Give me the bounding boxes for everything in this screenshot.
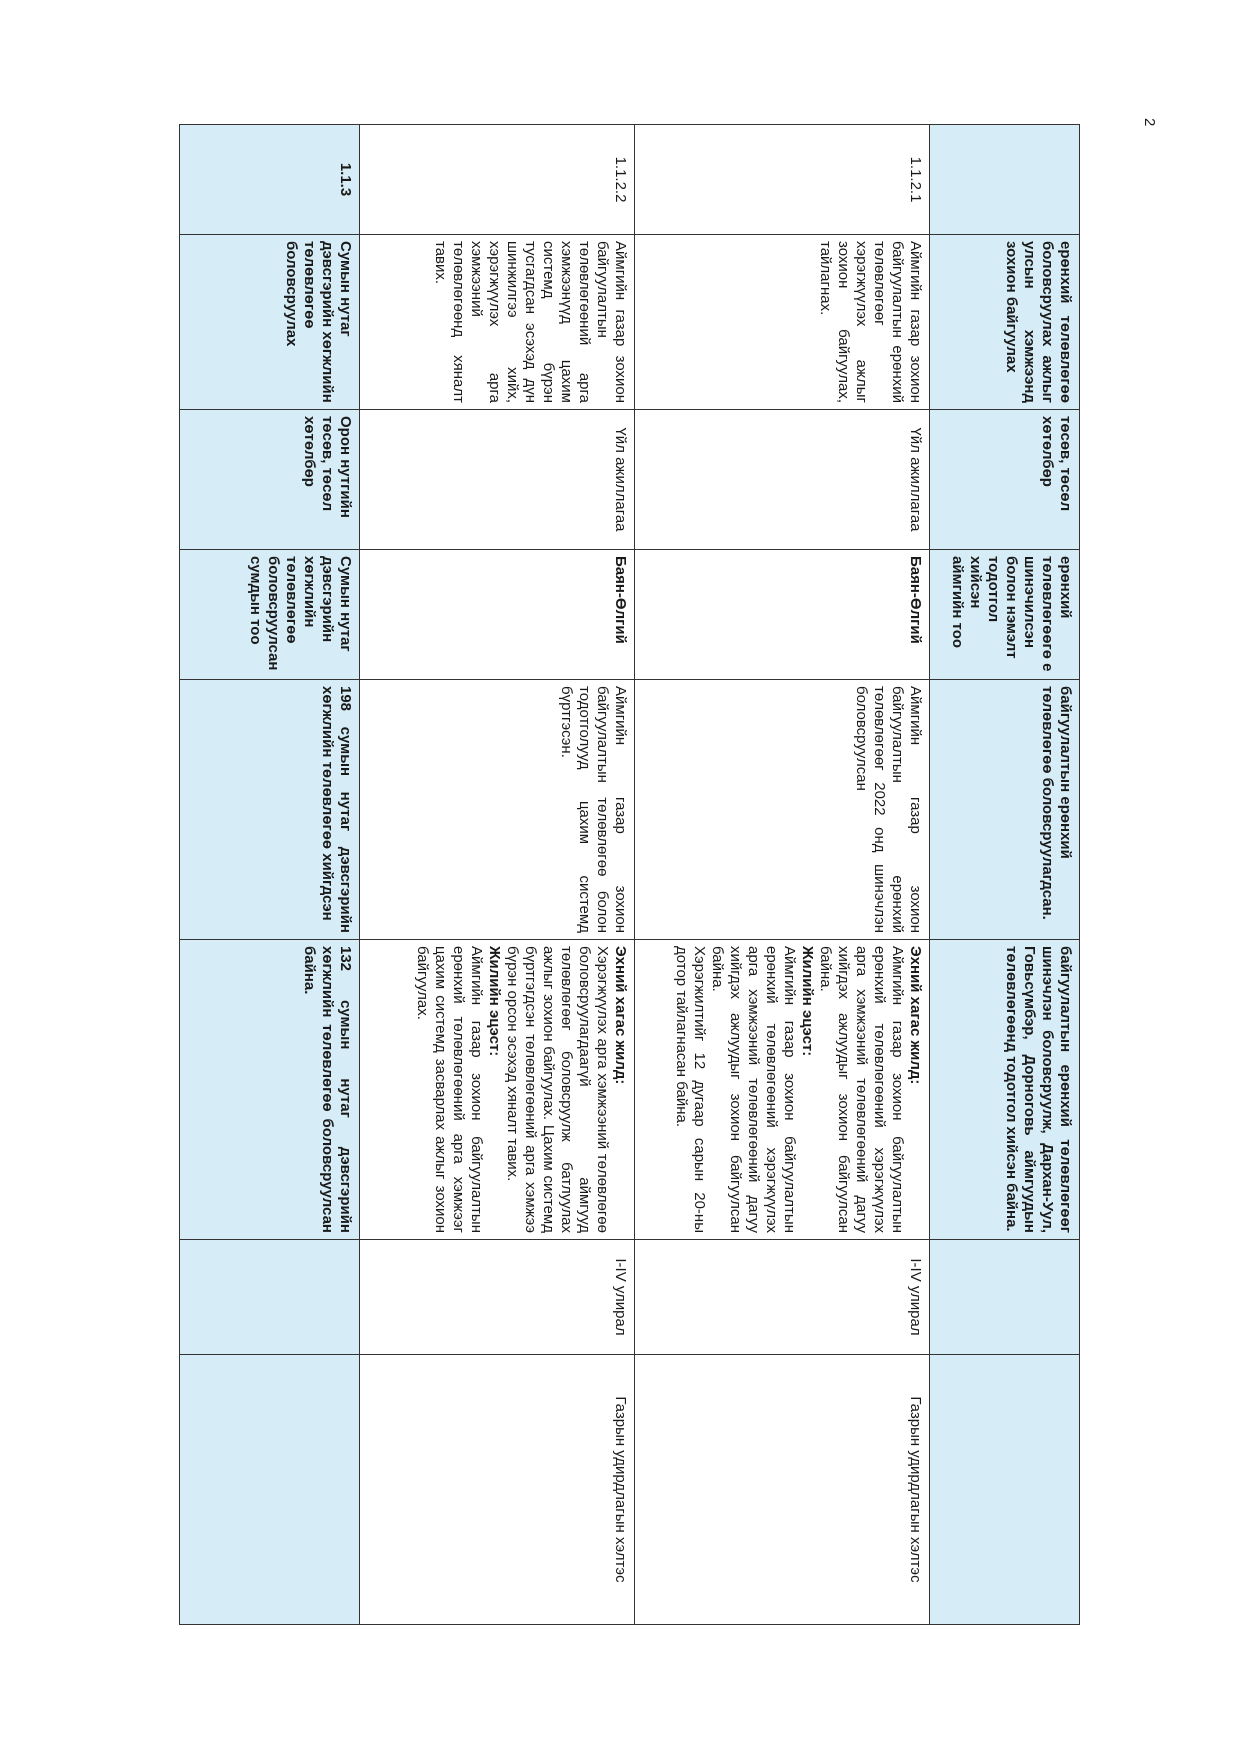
header-goal: ерөнхий төлөвлөгөө боловсруулах ажлыг улсын хэмжээнд зохион байгуулах <box>930 235 1080 410</box>
row-expected <box>635 940 930 1240</box>
row-goal: Аймгийн газар зохион байгуулалтын төлөвлөгөөний арга хэмжээнүүд цахим системд бүрэн тусгагдсан эсэхэд дүн шинжилгээ хийх, хэрэгжүүлэх арга хэмжээний төлөвлөгөөнд хяналт тавих. <box>360 235 635 410</box>
expected-year-end-title: Жилийн эцэст: <box>486 946 503 1057</box>
row-period: I-IV улирал <box>635 1240 930 1355</box>
row-source: Үйл ажиллагаа <box>360 410 635 550</box>
row-baseline: Аймгийн газар зохион байгуулалтын төлөвлөгөө болон тодотголууд цахим системд бүртгэсэн. <box>360 680 635 940</box>
expected-year-end-text: Аймгийн газар зохион байгуулалтын ерөнхий төлөвлөгөөний арга хэмжээг цахим системд засварлах ажлыг зохион байгуулах. <box>414 946 485 1233</box>
row-expected: 132 сумын нутаг дэвсгэрийн хөгжлийн төлөвлөгөө боловсруулсан байна. <box>180 940 360 1240</box>
plan-table <box>179 124 1080 1625</box>
row-responsible: Газрын удирдлагын хэлтэс <box>635 1355 930 1625</box>
header-num <box>930 125 1080 235</box>
row-responsible: Газрын удирдлагын хэлтэс <box>360 1355 635 1625</box>
header-responsible <box>930 1355 1080 1625</box>
table-header-row <box>930 125 1080 1625</box>
expected-report-text: Хэрэгжилтийг 12 дугаар сарын 20-ны дотор тайлагнасан байна. <box>673 946 708 1233</box>
row-target: Сумын нутаг дэвсгэрийн хөгжлийн төлөвлөгөө боловсруулсан сумдын тоо <box>180 550 360 680</box>
row-goal: Сумын нутаг дэвсгэрийн хөгжлийн төлөвлөгөө боловсруулах <box>180 235 360 410</box>
expected-first-half-text: Хэрэгжүүлэх арга хэмжээний төлөвлөгөө боловсруулагдаагүй аймгууд төлөвлөгөөг боловсруулж батлуулах ажлыг зохион байгуулах. Цахим системд бүртгэгдсэн төлөвлөгөөний арга хэмжээ бүрэн орсон эсэхэд хяналт тавих. <box>504 946 611 1233</box>
header-target: ерөнхий төлөвлөгөөгө е шинэчилсэн болон нэмэлт тодотгол хийсэн аймгийн тоо <box>930 550 1080 680</box>
row-number: 1.1.2.1 <box>635 125 930 235</box>
table-row-1-1-3 <box>180 125 360 1625</box>
row-expected <box>360 940 635 1240</box>
expected-year-end-title: Жилийн эцэст: <box>799 946 816 1057</box>
row-goal: Аймгийн газар зохион байгуулалтын ерөнхий төлөвлөгөөг хэрэгжүүлэх ажлыг зохион байгуулах, тайлагнах. <box>635 235 930 410</box>
expected-first-half-title: Эхний хагас жилд: <box>907 946 924 1085</box>
header-baseline: байгуулалтын ерөнхий төлөвлөгөө боловсруулагдсан. <box>930 680 1080 940</box>
table-row-1-1-2-1 <box>635 125 930 1625</box>
row-source: Үйл ажиллагаа <box>635 410 930 550</box>
row-period: I-IV улирал <box>360 1240 635 1355</box>
row-period <box>180 1240 360 1355</box>
row-baseline: 198 сумын нутаг дэвсгэрийн хөгжлийн төлөвлөгөө хийгдсэн <box>180 680 360 940</box>
expected-first-half-title: Эхний хагас жилд: <box>612 946 629 1085</box>
table-row-1-1-2-2 <box>360 125 635 1625</box>
header-expected: байгуулалтын ерөнхий төлөвлөгөөг шинэчлэн боловсруулж, Дархан-Уул, Говьсүмбэр, Дорноговь аймгуудын төлөвлөгөөнд тодотгол хийсэн байна. <box>930 940 1080 1240</box>
expected-first-half-text: Аймгийн газар зохион байгуулалтын ерөнхий төлөвлөгөөний хэрэгжүүлэх арга хэмжээний төлөвлөгөөний дагуу хийгдэх ажлуудыг зохион байгуулсан байна. <box>817 946 906 1233</box>
header-source: төсөв, төсөл хөтөлбөр <box>930 410 1080 550</box>
row-target: Баян-Өлгий <box>360 550 635 680</box>
row-number: 1.1.3 <box>180 125 360 235</box>
row-source: Орон нутгийн төсөв, төсөл хөтөлбөр <box>180 410 360 550</box>
row-responsible <box>180 1355 360 1625</box>
row-number: 1.1.2.2 <box>360 125 635 235</box>
row-baseline: Аймгийн газар зохион байгуулалтын ерөнхий төлөвлөгөөг 2022 онд шинэчлэн боловсруулсан <box>635 680 930 940</box>
row-target: Баян-Өлгий <box>635 550 930 680</box>
expected-year-end-text: Аймгийн газар зохион байгуулалтын ерөнхий төлөвлөгөөний хэрэгжүүлэх арга хэмжээний төлөвлөгөөний дагуу хийгдэх ажлуудыг зохион байгуулсан байна. <box>709 946 798 1233</box>
page-number: 2 <box>1141 118 1158 127</box>
header-period <box>930 1240 1080 1355</box>
